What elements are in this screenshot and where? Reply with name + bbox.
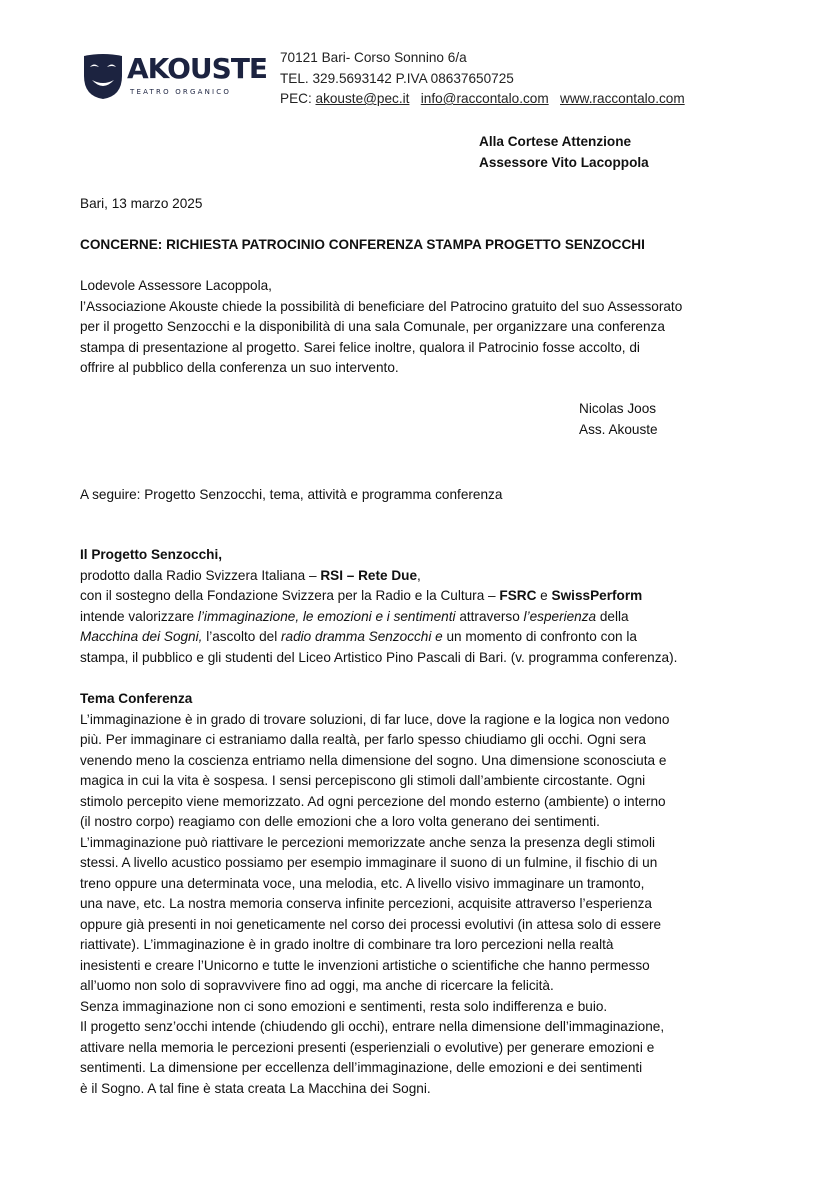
- follow-up-line: A seguire: Progetto Senzocchi, tema, attività e programma conferenza: [80, 487, 503, 502]
- tema-line: oppure già presenti in noi geneticamente nel corso dei processi evolutivi (in attesa solo di essere: [80, 916, 662, 932]
- project-line: prodotto dalla Radio Svizzera Italiana – RSI – Rete Due,: [80, 567, 421, 583]
- tema-line: (il nostro corpo) reagiamo con delle emozioni che a loro volta generano dei sentimenti.: [80, 814, 600, 829]
- tema-line: Senza immaginazione non ci sono emozioni e sentimenti, resta solo indifferenza e buio.: [80, 998, 608, 1014]
- akouste-logo: [82, 52, 268, 104]
- request-paragraph: [80, 276, 780, 379]
- signature-name: Nicolas Joos: [579, 401, 657, 416]
- signature-block: [579, 399, 658, 440]
- request-line: stampa di presentazione al progetto. Sarei felice inoltre, qualora il Patrocinio fosse accolto, di: [80, 339, 640, 355]
- tema-line: riattivate). L’immaginazione è in grado inoltre di combinare tra loro percezioni nella realtà: [80, 937, 614, 952]
- request-line: offrire al pubblico della conferenza un suo intervento.: [80, 360, 399, 375]
- website-link[interactable]: www.raccontalo.com: [560, 91, 685, 106]
- tema-line: Il progetto senz’occhi intende (chiudendo gli occhi), entrare nella dimensione dell’immaginazione,: [80, 1019, 665, 1034]
- tema-line: treno oppure una determinata voce, una melodia, etc. A livello visivo immaginare un tramonto,: [80, 875, 645, 891]
- tema-section: [80, 689, 780, 1099]
- addressee-block: [479, 132, 649, 173]
- logo-wordmark: AKOUSTE: [127, 52, 268, 85]
- pec-email-link[interactable]: akouste@pec.it: [315, 91, 410, 106]
- tema-line: all’uomo non solo di sopravvivere fino ad oggi, ma anche di ricercare la felicità.: [80, 978, 554, 993]
- tema-line: una nave, etc. La nostra memoria conserva infinite percezioni, acquisite attraverso l’esperienza: [80, 896, 652, 911]
- tema-line: L’immaginazione è in grado di trovare soluzioni, di far luce, dove la ragione e la logica non vedono: [80, 711, 670, 727]
- pec-label: PEC:: [280, 91, 312, 106]
- project-section: [80, 545, 780, 668]
- project-heading: Il Progetto Senzocchi,: [80, 547, 222, 562]
- tema-line: è il Sogno. A tal fine è stata creata La Macchina dei Sogni.: [80, 1080, 431, 1096]
- tema-line: attivare nella memoria le percezioni presenti (esperienziali o evolutive) per generare emozioni e: [80, 1039, 655, 1055]
- letter-date: Bari, 13 marzo 2025: [80, 196, 203, 211]
- tema-line: più. Per immaginare ci estraniamo dalla realtà, per farlo spesso chiudiamo gli occhi. Ogni sera: [80, 732, 646, 747]
- tema-line: venendo meno la coscienza entriamo nella dimensione del sogno. Una dimensione sconosciuta e: [80, 752, 667, 768]
- contact-phone-vat: TEL. 329.5693142 P.IVA 08637650725: [280, 70, 514, 86]
- tema-line: L’immaginazione può riattivare le percezioni memorizzate anche senza la presenza degli stimoli: [80, 834, 656, 850]
- tema-line: stessi. A livello acustico possiamo per esempio immaginare il suono di un fulmine, il fischio di un: [80, 855, 658, 870]
- contact-emails: [280, 89, 685, 110]
- addressee-line-1: Alla Cortese Attenzione: [479, 134, 632, 149]
- logo-subtitle: TEATRO ORGANICO: [130, 88, 232, 96]
- letter-subject: CONCERNE: RICHIESTA PATROCINIO CONFERENZA STAMPA PROGETTO SENZOCCHI: [80, 237, 645, 252]
- addressee-line-2: Assessore Vito Lacoppola: [479, 154, 649, 170]
- tema-heading: Tema Conferenza: [80, 691, 193, 706]
- project-line: Macchina dei Sogni, l’ascolto del radio dramma Senzocchi e un momento di confronto con la: [80, 629, 637, 644]
- project-line: stampa, il pubblico e gli studenti del Liceo Artistico Pino Pascali di Bari. (v. programma conferenza).: [80, 649, 678, 665]
- tema-body: [80, 710, 780, 1100]
- contact-block: [280, 48, 685, 110]
- tema-line: stimolo percepito viene memorizzato. Ad ogni percezione del mondo esterno (ambiente) o interno: [80, 793, 666, 809]
- info-email-link[interactable]: info@raccontalo.com: [420, 91, 549, 106]
- tema-line: sentimenti. La dimensione per eccellenza dell’immaginazione, delle emozioni e dei sentimenti: [80, 1060, 643, 1075]
- signature-org: Ass. Akouste: [579, 421, 658, 437]
- theatre-mask-icon: [82, 52, 124, 100]
- project-line: con il sostegno della Fondazione Svizzera per la Radio e la Cultura – FSRC e SwissPerform: [80, 588, 643, 603]
- tema-line: magica in cui la vita è sospesa. I sensi percepiscono gli stimoli dall’ambiente circostante. Ogni: [80, 773, 646, 788]
- request-line: l’Associazione Akouste chiede la possibilità di beneficiare del Patrocino gratuito del suo Assessorato: [80, 298, 683, 314]
- project-line: intende valorizzare l’immaginazione, le emozioni e i sentimenti attraverso l’esperienza della: [80, 608, 629, 624]
- tema-line: inesistenti e creare l’Unicorno e tutte le invenzioni artistiche o scientifiche che hanno permesso: [80, 957, 650, 973]
- salutation: Lodevole Assessore Lacoppola,: [80, 278, 272, 293]
- contact-address: 70121 Bari- Corso Sonnino 6/a: [280, 50, 467, 65]
- request-line: per il progetto Senzocchi e la disponibilità di una sala Comunale, per organizzare una conferenza: [80, 319, 665, 334]
